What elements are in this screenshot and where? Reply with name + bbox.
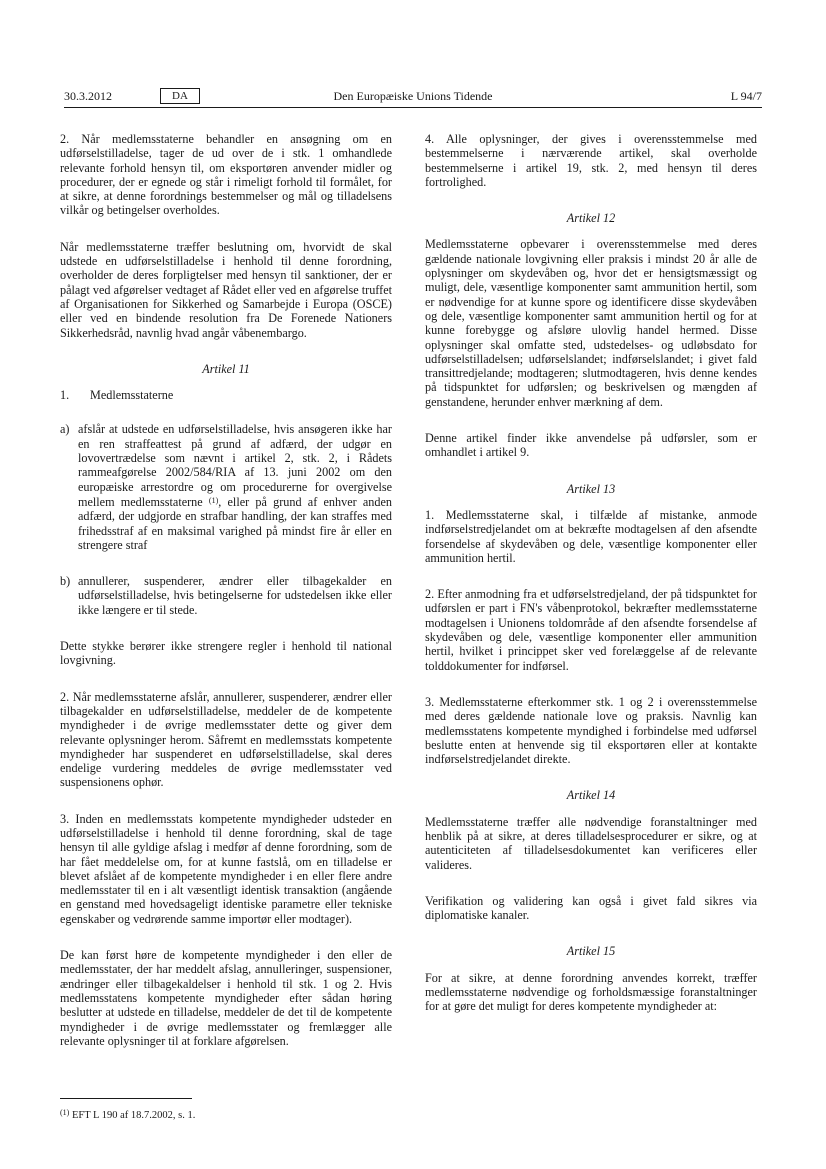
art14-paragraph-1: Medlemsstaterne træffer alle nødvendige foranstaltninger med henblik på at sikre, at deres tilladelsesprocedurer er sikre, og at autenticiteten af tilladelsesdokumentet kan verificeres eller valideres. xyxy=(425,814,757,872)
footnote-reference: (1) xyxy=(208,495,219,505)
page-reference: L 94/7 xyxy=(730,89,762,103)
art13-paragraph-3: 3. Medlemsstaterne efterkommer stk. 1 og 2 i overensstemmelse med deres gældende nationale love og praksis. Navnlig kan medlemsstatens kompetente myndighed i forbindelse med udførsel beslutte enten at henvende sig til eksportøren eller at kontakte indførselstredjelandet direkte. xyxy=(425,694,757,767)
journal-title: Den Europæiske Unions Tidende xyxy=(333,89,493,103)
list-label: b) xyxy=(60,574,71,589)
list-item-a xyxy=(60,422,392,552)
consultation-paragraph: De kan først høre de kompetente myndigheder i den eller de medlemsstater, der har meddelt afslag, annulleringer, suspensioner, ændringer eller tilbagekaldelser i henhold til stk. 1 og 2. Hvis medlemsstatens kompetente myndigheder efter sådan høring beslutter at udstede en tilladelse, meddeler de det til de kompetente myndigheder i de øvrige medlemsstater og fremlægger alle relevante oplysninger til at forklare afgørelsen. xyxy=(60,948,392,1048)
article-13-title: Artikel 13 xyxy=(566,481,616,496)
art15-paragraph-1: For at sikre, at denne forordning anvendes korrekt, træffer medlemsstaterne nødvendige og forholdsmæssige foranstaltninger for at gøre det muligt for deres kompetente myndigheder at: xyxy=(425,970,757,1014)
paragraph-text: Medlemsstaterne xyxy=(90,388,174,403)
header-rule xyxy=(64,107,762,108)
page-header xyxy=(64,88,762,106)
art12-paragraph-1: Medlemsstaterne opbevarer i overensstemmelse med deres gældende nationale lovgivning eller praksis i mindst 20 år alle de oplysninger om skydevåben og, hvor det er hensigtsmæssigt og muligt, dele, væsentlige komponenter samt ammunition hertil, som er nødvendige for at kunne spore og identificere disse skydevåben og dele, væsentlige komponenter samt ammunition hertil og for at kunne forebygge og afsløre ulovlig handel hermed. Disse oplysninger skal omfatte sted, udstedelses- og udløbsdato for udførselstilladelsen; udførselslandet; indførselslandet; i givet fald transittredjelande; modtageren; slutmodtageren, hvis denne kendes på tidspunktet for udførslen; og beskrivelsen og mængden af genstandene, herunder enhver mærkning af dem. xyxy=(425,237,757,409)
art12-paragraph-2: Denne artikel finder ikke anvendelse på udførsler, som er omhandlet i artikel 9. xyxy=(425,431,757,460)
list-item-b xyxy=(60,574,392,617)
art13-paragraph-1: 1. Medlemsstaterne skal, i tilfælde af mistanke, anmode indførselstredjelandet om at bekræfte modtagelsen af den afsendte forsendelse af skydevåben og dele, væsentlige komponenter eller ammunition hertil. xyxy=(425,507,757,565)
paragraph-number: 1. xyxy=(60,388,70,403)
art11-paragraph-3: 3. Inden en medlemsstats kompetente myndigheder udsteder en udførselstilladelse i henhold til denne forordning, skal de tage hensyn til alle gyldige afslag i medfør af denne forordning, som de har fået meddelelse om, for at kunne fastslå, om en tilladelse er blevet afslået af de kompetente myndigheder i en eller flere andre medlemsstater til en i alt væsentligt identisk transaktion (angående en genstand med hovedsageligt identiske parametre eller tekniske egenskaber og vedrørende samme importør eller modtager). xyxy=(60,811,392,926)
art11-paragraph-2: 2. Når medlemsstaterne afslår, annullerer, suspenderer, ændrer eller tilbagekalder en udførselstilladelse, meddeler de de kompetente myndigheder i de øvrige medlemsstater dette og giver dem relevante oplysninger herom. Såfremt en medlemsstats kompetente myndigheder har suspenderet en udførselstilladelse, skal deres endelige vurdering meddeles de øvrige medlemsstater ved suspensionens ophør. xyxy=(60,689,392,790)
footnote-number: (1) xyxy=(60,1108,70,1117)
art11-paragraph-4: 4. Alle oplysninger, der gives i overensstemmelse med bestemmelserne i nærværende artikel, skal overholde bestemmelserne i artikel 19, stk. 2, med hensyn til deres fortrolighed. xyxy=(425,132,757,189)
list-text xyxy=(78,422,392,552)
article-12-title: Artikel 12 xyxy=(566,211,616,226)
publication-date: 30.3.2012 xyxy=(64,89,112,103)
art10-decision-paragraph: Når medlemsstaterne træffer beslutning om, hvorvidt de skal udstede en udførselstilladelse i henhold til denne forordning, overholder de deres forpligtelser med hensyn til sanktioner, der er pålagt ved afgørelser vedtaget af Rådet eller ved en afgørelse truffet af Organisationen for Sikkerhed og Samarbejde i Europa (OSCE) eller ved en bindende resolution fra De Forenede Nationers Sikkerhedsråd, navnlig hvad angår våbenembargo. xyxy=(60,239,392,340)
article-15-title: Artikel 15 xyxy=(566,944,616,959)
national-law-paragraph: Dette stykke berører ikke strengere regler i henhold til national lovgivning. xyxy=(60,639,392,668)
language-badge: DA xyxy=(160,88,200,104)
footnote xyxy=(60,1106,195,1122)
art13-paragraph-2: 2. Efter anmodning fra et udførselstredjeland, der på tidspunktet for udførslen er part i FN's våbenprotokol, bekræfter medlemsstaterne modtagelsen i Unionens toldområde af den afsendte forsendelse af skydevåben og dele, væsentlige komponenter eller ammunition hertil, hvilket i princippet sker ved forelæggelse af de relevante tolddokumenter for indførsel. xyxy=(425,587,757,673)
footnote-text: EFT L 190 af 18.7.2002, s. 1. xyxy=(71,1110,196,1121)
art11-paragraph-1 xyxy=(60,388,392,402)
right-column xyxy=(425,132,757,1036)
list-text-part-1: afslår at udstede en udførselstilladelse, hvis ansøgeren ikke har en ren straffeattest på grund af adfærd, der udgør en lovovertrædelse som nævnt i artikel 2, stk. 2, i Rådets rammeafgørelse 2002/584/RIA af 13. juni 2002 om den europæiske arrestordre og om procedurerne for overgivelse mellem medlemsstaterne xyxy=(78,422,392,509)
list-label: a) xyxy=(60,422,70,437)
article-14-title: Artikel 14 xyxy=(566,788,616,803)
art14-paragraph-2: Verifikation og validering kan også i givet fald sikres via diplomatiske kanaler. xyxy=(425,893,757,923)
footnote-rule xyxy=(60,1098,192,1099)
list-text-part-2: , eller på grund af enhver anden adfærd, der udgjorde en strafbar handling, der kan straffes med frihedsstraf af en maksimal varighed på mindst fire år eller en strengere straf xyxy=(78,494,392,552)
left-column xyxy=(60,132,392,1070)
list-text: annullerer, suspenderer, ændrer eller tilbagekalder en udførselstilladelse, hvis betingelserne for udstedelsen ikke eller ikke længere er til stede. xyxy=(78,574,392,617)
article-11-title: Artikel 11 xyxy=(202,361,250,376)
art10-paragraph-2: 2. Når medlemsstaterne behandler en ansøgning om en udførselstilladelse, tager de ud over de i stk. 1 omhandlede relevante forhold hensyn til, om eksportøren anvender midler og procedurer, der er egnede og står i rimeligt forhold til formålet, for at sikre, at denne forordnings bestemmelser og mål og tilladelsens vilkår og betingelser overholdes. xyxy=(60,132,392,218)
